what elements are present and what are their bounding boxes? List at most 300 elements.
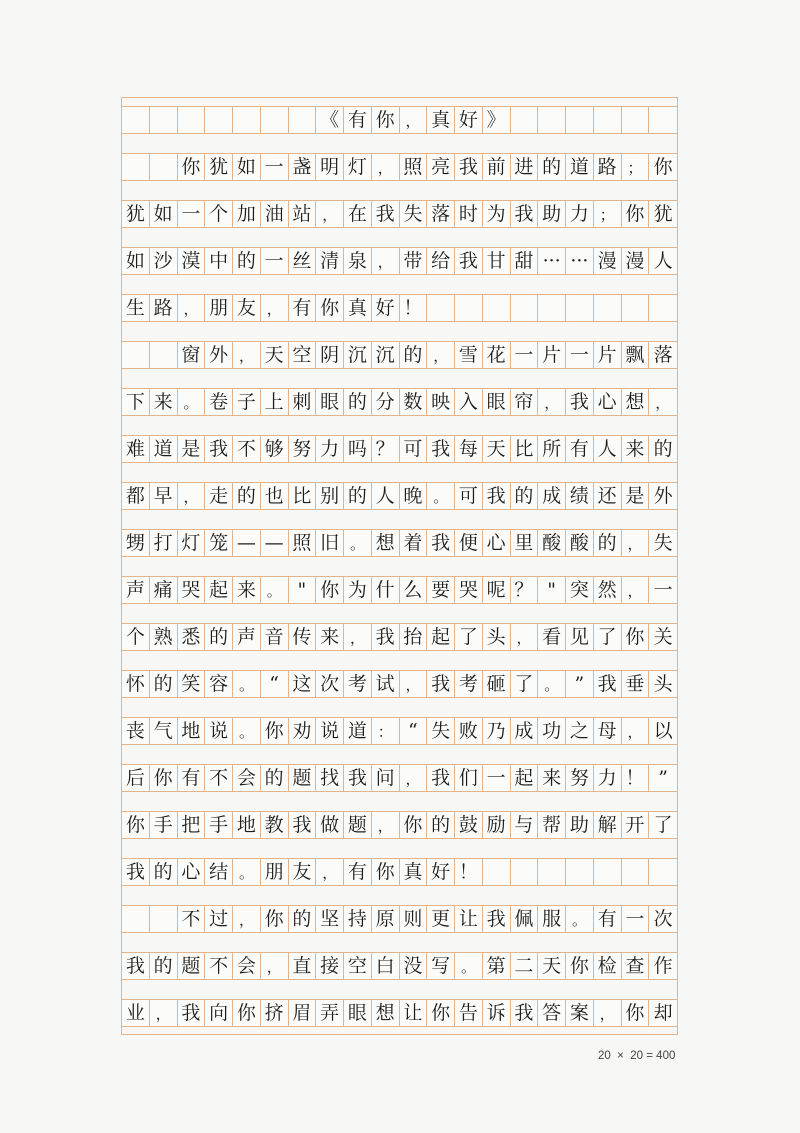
grid-cell-empty xyxy=(483,859,511,885)
grid-cell: 见 xyxy=(566,624,594,650)
grid-cell: 比 xyxy=(289,483,317,509)
grid-cell: 次 xyxy=(649,906,677,932)
grid-cell: 空 xyxy=(289,342,317,368)
grid-cell-empty xyxy=(538,859,566,885)
grid-cell: 想 xyxy=(372,1000,400,1026)
grid-cell-empty xyxy=(594,295,622,321)
grid-cell: 努 xyxy=(566,765,594,791)
text-row xyxy=(122,576,677,604)
grid-cell: 每 xyxy=(455,436,483,462)
grid-cell: 业 xyxy=(122,1000,150,1026)
grid-cell: 题 xyxy=(344,812,372,838)
grid-cell: 会 xyxy=(233,765,261,791)
grid-cell: 有 xyxy=(289,295,317,321)
grid-cell: 次 xyxy=(316,671,344,697)
grid-cell: 。 xyxy=(233,859,261,885)
grid-cell-empty xyxy=(122,107,150,133)
grid-cell: 灯 xyxy=(344,154,372,180)
text-row xyxy=(122,952,677,980)
grid-cell: 友 xyxy=(289,859,317,885)
grid-cell: 第 xyxy=(483,953,511,979)
text-row xyxy=(122,247,677,275)
grid-cell: 眼 xyxy=(483,389,511,415)
grid-cell: 旧 xyxy=(316,530,344,556)
grid-cell-empty xyxy=(622,295,650,321)
grid-cell: 开 xyxy=(622,812,650,838)
text-row xyxy=(122,200,677,228)
text-row xyxy=(122,435,677,463)
grid-cell: 了 xyxy=(511,671,539,697)
grid-cell: 你 xyxy=(372,859,400,885)
grid-cell: 分 xyxy=(372,389,400,415)
grid-cell: 接 xyxy=(316,953,344,979)
grid-cell: 雪 xyxy=(455,342,483,368)
grid-cell-empty xyxy=(511,295,539,321)
grid-cell: 所 xyxy=(538,436,566,462)
grid-cell: 答 xyxy=(538,1000,566,1026)
grid-cell: 便 xyxy=(455,530,483,556)
grid-cell: 容 xyxy=(205,671,233,697)
grid-cell: 走 xyxy=(205,483,233,509)
grid-cell: 有 xyxy=(178,765,206,791)
grid-cell: ， xyxy=(400,765,428,791)
grid-cell: 如 xyxy=(150,201,178,227)
grid-cell: 弄 xyxy=(316,1000,344,1026)
grid-cell: 油 xyxy=(261,201,289,227)
grid-cell: 失 xyxy=(427,718,455,744)
grid-cell: 甘 xyxy=(483,248,511,274)
grid-cell: 你 xyxy=(122,812,150,838)
text-row xyxy=(122,999,677,1027)
grid-cell: 盏 xyxy=(289,154,317,180)
grid-cell: 好 xyxy=(372,295,400,321)
grid-cell: 没 xyxy=(400,953,428,979)
grid-cell: 声 xyxy=(122,577,150,603)
grid-cell: 你 xyxy=(622,201,650,227)
grid-cell: 在 xyxy=(344,201,372,227)
grid-cell-empty xyxy=(566,107,594,133)
grid-cell: 真 xyxy=(344,295,372,321)
grid-cell-empty xyxy=(594,107,622,133)
grid-cell: 还 xyxy=(594,483,622,509)
grid-cell: 天 xyxy=(483,436,511,462)
grid-cell: 你 xyxy=(649,154,677,180)
grid-cell: 进 xyxy=(511,154,539,180)
grid-cell: 道 xyxy=(566,154,594,180)
grid-cell: 起 xyxy=(205,577,233,603)
grid-cell: 想 xyxy=(622,389,650,415)
grid-cell: 也 xyxy=(261,483,289,509)
grid-cell: 《 xyxy=(316,107,344,133)
grid-cell-empty xyxy=(566,295,594,321)
grid-cell: 都 xyxy=(122,483,150,509)
grid-cell: 功 xyxy=(538,718,566,744)
grid-cell: 一 xyxy=(261,248,289,274)
grid-count-label: 20 × 20 = 400 xyxy=(598,1050,676,1062)
grid-cell: 检 xyxy=(594,953,622,979)
grid-cell: 失 xyxy=(649,530,677,556)
grid-cell: 是 xyxy=(178,436,206,462)
grid-cell: 照 xyxy=(289,530,317,556)
grid-cell: 我 xyxy=(566,389,594,415)
grid-cell: 笑 xyxy=(178,671,206,697)
grid-cell: ， xyxy=(178,295,206,321)
grid-cell: 心 xyxy=(483,530,511,556)
grid-cell: 鼓 xyxy=(455,812,483,838)
grid-cell: ， xyxy=(344,624,372,650)
grid-cell: 吗 xyxy=(344,436,372,462)
grid-cell: 我 xyxy=(483,483,511,509)
grid-cell: 助 xyxy=(538,201,566,227)
grid-cell: 你 xyxy=(150,765,178,791)
grid-cell: 你 xyxy=(261,906,289,932)
grid-cell: 如 xyxy=(233,154,261,180)
grid-cell: 教 xyxy=(261,812,289,838)
grid-cell: 失 xyxy=(400,201,428,227)
grid-cell: 以 xyxy=(649,718,677,744)
grid-cell: 你 xyxy=(233,1000,261,1026)
text-row xyxy=(122,294,677,322)
grid-cell: 手 xyxy=(150,812,178,838)
grid-cell: 一 xyxy=(649,577,677,603)
grid-cell: 的 xyxy=(400,342,428,368)
grid-cell: 清 xyxy=(316,248,344,274)
grid-cell: 窗 xyxy=(178,342,206,368)
grid-cell: 犹 xyxy=(649,201,677,227)
grid-cell: " xyxy=(538,577,566,603)
grid-cell: 卷 xyxy=(205,389,233,415)
grid-cell: 的 xyxy=(233,483,261,509)
grid-cell: 不 xyxy=(205,765,233,791)
grid-cell: 哭 xyxy=(178,577,206,603)
grid-cell: 我 xyxy=(122,953,150,979)
grid-cell: 母 xyxy=(594,718,622,744)
grid-cell: 帘 xyxy=(511,389,539,415)
grid-cell: 哭 xyxy=(455,577,483,603)
grid-cell-empty xyxy=(622,859,650,885)
grid-cell-empty xyxy=(538,295,566,321)
text-row xyxy=(122,623,677,651)
grid-cell: ， xyxy=(261,953,289,979)
grid-cell: 的 xyxy=(205,624,233,650)
grid-cell: 考 xyxy=(455,671,483,697)
grid-cell: 路 xyxy=(594,154,622,180)
grid-cell: 乃 xyxy=(483,718,511,744)
grid-cell: 如 xyxy=(122,248,150,274)
grid-cell: 数 xyxy=(400,389,428,415)
grid-cell: 眼 xyxy=(316,389,344,415)
grid-cell: 沉 xyxy=(372,342,400,368)
grid-cell: 天 xyxy=(261,342,289,368)
grid-cell: ， xyxy=(372,812,400,838)
grid-cell: 真 xyxy=(400,859,428,885)
grid-cell: 力 xyxy=(566,201,594,227)
grid-cell: 不 xyxy=(178,906,206,932)
grid-cell-empty xyxy=(649,107,677,133)
grid-cell: 漫 xyxy=(622,248,650,274)
grid-cell: 成 xyxy=(538,483,566,509)
grid-cell: 的 xyxy=(649,436,677,462)
grid-cell: ： xyxy=(372,718,400,744)
grid-cell: 挤 xyxy=(261,1000,289,1026)
grid-cell: 后 xyxy=(122,765,150,791)
grid-cell: 然 xyxy=(594,577,622,603)
grid-cell: 我 xyxy=(427,436,455,462)
grid-cell: 你 xyxy=(178,154,206,180)
grid-cell: 关 xyxy=(649,624,677,650)
text-row xyxy=(122,153,677,181)
grid-cell: 抬 xyxy=(400,624,428,650)
grid-cell: 考 xyxy=(344,671,372,697)
text-row xyxy=(122,858,677,886)
grid-cell: 是 xyxy=(622,483,650,509)
grid-cell: 甥 xyxy=(122,530,150,556)
grid-cell-empty xyxy=(289,107,317,133)
grid-cell: ， xyxy=(511,624,539,650)
grid-cell: 呢 xyxy=(483,577,511,603)
grid-cell: 人 xyxy=(594,436,622,462)
grid-cell: 助 xyxy=(566,812,594,838)
grid-cell: ， xyxy=(316,201,344,227)
grid-cell: 看 xyxy=(538,624,566,650)
grid-cell: 要 xyxy=(427,577,455,603)
grid-cell: 想 xyxy=(372,530,400,556)
grid-cell: 音 xyxy=(261,624,289,650)
grid-cell: 路 xyxy=(150,295,178,321)
grid-cell: 漫 xyxy=(594,248,622,274)
grid-cell-empty xyxy=(150,107,178,133)
grid-cell: 花 xyxy=(483,342,511,368)
grid-cell: 的 xyxy=(538,154,566,180)
grid-cell: 我 xyxy=(122,859,150,885)
grid-cell: 。 xyxy=(261,577,289,603)
grid-cell: 我 xyxy=(455,248,483,274)
grid-cell-empty xyxy=(178,107,206,133)
grid-cell: 我 xyxy=(427,530,455,556)
grid-cell-empty xyxy=(594,859,622,885)
grid-cell: 中 xyxy=(205,248,233,274)
grid-cell: 犹 xyxy=(122,201,150,227)
grid-cell: 帮 xyxy=(538,812,566,838)
grid-cell: ， xyxy=(233,342,261,368)
grid-cell: 天 xyxy=(538,953,566,979)
grid-cell: 做 xyxy=(316,812,344,838)
grid-cell: 的 xyxy=(289,906,317,932)
grid-cell: ··· xyxy=(566,248,594,274)
grid-cell-empty xyxy=(150,154,178,180)
grid-cell: ； xyxy=(594,201,622,227)
title-row xyxy=(122,106,677,134)
grid-cell: ··· xyxy=(538,248,566,274)
grid-cell: 的 xyxy=(150,953,178,979)
grid-cell: 晚 xyxy=(400,483,428,509)
grid-cell: 上 xyxy=(261,389,289,415)
grid-cell-empty xyxy=(427,295,455,321)
grid-cell: 过 xyxy=(205,906,233,932)
grid-cell: 站 xyxy=(289,201,317,227)
grid-cell: 泉 xyxy=(344,248,372,274)
grid-cell: 持 xyxy=(344,906,372,932)
grid-cell: 前 xyxy=(483,154,511,180)
grid-cell: 气 xyxy=(150,718,178,744)
grid-cell: 带 xyxy=(400,248,428,274)
grid-cell: 头 xyxy=(649,671,677,697)
grid-cell: 有 xyxy=(594,906,622,932)
grid-cell-empty xyxy=(122,906,150,932)
grid-cell: 道 xyxy=(344,718,372,744)
grid-cell: 的 xyxy=(261,765,289,791)
grid-cell-empty xyxy=(455,295,483,321)
grid-cell: 生 xyxy=(122,295,150,321)
grid-cell: 落 xyxy=(649,342,677,368)
grid-cell: 一 xyxy=(261,154,289,180)
grid-cell: 了 xyxy=(649,812,677,838)
grid-cell: 酸 xyxy=(538,530,566,556)
grid-cell: 更 xyxy=(427,906,455,932)
grid-cell: 头 xyxy=(483,624,511,650)
grid-cell: 给 xyxy=(427,248,455,274)
grid-cell-empty xyxy=(622,107,650,133)
grid-cell: 笼 xyxy=(205,530,233,556)
grid-cell: 找 xyxy=(316,765,344,791)
grid-cell: 着 xyxy=(400,530,428,556)
grid-cell: — xyxy=(261,530,289,556)
grid-cell: ？ xyxy=(372,436,400,462)
grid-cell: 你 xyxy=(400,812,428,838)
grid-cell: 诉 xyxy=(483,1000,511,1026)
grid-cell: 空 xyxy=(344,953,372,979)
grid-cell: 直 xyxy=(289,953,317,979)
grid-cell: 让 xyxy=(400,1000,428,1026)
grid-cell: ？ xyxy=(511,577,539,603)
grid-cell: ” xyxy=(649,765,677,791)
grid-cell: 。 xyxy=(233,718,261,744)
grid-cell: 可 xyxy=(455,483,483,509)
grid-cell: 作 xyxy=(649,953,677,979)
grid-cell: 为 xyxy=(483,201,511,227)
grid-cell: 励 xyxy=(483,812,511,838)
grid-cell: 我 xyxy=(511,1000,539,1026)
grid-cell: ！ xyxy=(455,859,483,885)
grid-cell: 么 xyxy=(400,577,428,603)
grid-cell: 真 xyxy=(427,107,455,133)
grid-cell: 说 xyxy=(316,718,344,744)
grid-cell: 沉 xyxy=(344,342,372,368)
text-row xyxy=(122,764,677,792)
grid-cell: 我 xyxy=(455,154,483,180)
grid-cell: ， xyxy=(622,577,650,603)
grid-cell: 外 xyxy=(649,483,677,509)
grid-cell: 结 xyxy=(205,859,233,885)
grid-cell: 好 xyxy=(427,859,455,885)
grid-cell: 力 xyxy=(316,436,344,462)
grid-cell: 会 xyxy=(233,953,261,979)
text-row xyxy=(122,529,677,557)
grid-cell: 可 xyxy=(400,436,428,462)
grid-cell: 力 xyxy=(594,765,622,791)
grid-cell: 人 xyxy=(372,483,400,509)
grid-cell-empty xyxy=(233,107,261,133)
text-row xyxy=(122,482,677,510)
grid-cell: ！ xyxy=(622,765,650,791)
grid-cell: 映 xyxy=(427,389,455,415)
grid-cell: ！ xyxy=(400,295,428,321)
grid-cell: 起 xyxy=(427,624,455,650)
grid-cell: ， xyxy=(622,530,650,556)
grid-cell: 努 xyxy=(289,436,317,462)
grid-cell: 丧 xyxy=(122,718,150,744)
grid-cell: 地 xyxy=(178,718,206,744)
grid-cell: 的 xyxy=(150,859,178,885)
grid-cell: 照 xyxy=(400,154,428,180)
grid-cell: 。 xyxy=(233,671,261,697)
grid-cell: 原 xyxy=(372,906,400,932)
grid-cell: 败 xyxy=(455,718,483,744)
grid-cell: 解 xyxy=(594,812,622,838)
grid-cell: 亮 xyxy=(427,154,455,180)
grid-cell-empty xyxy=(122,342,150,368)
grid-cell: 劝 xyxy=(289,718,317,744)
grid-cell: 》 xyxy=(483,107,511,133)
grid-cell: 与 xyxy=(511,812,539,838)
grid-cell: 的 xyxy=(594,530,622,556)
grid-cell: 为 xyxy=(344,577,372,603)
grid-cell: 心 xyxy=(178,859,206,885)
grid-cell: 早 xyxy=(150,483,178,509)
text-row xyxy=(122,388,677,416)
grid-cell: 有 xyxy=(566,436,594,462)
grid-cell: 你 xyxy=(622,624,650,650)
grid-cell: 案 xyxy=(566,1000,594,1026)
grid-cell: 。 xyxy=(538,671,566,697)
grid-cell: 成 xyxy=(511,718,539,744)
grid-cell: 不 xyxy=(233,436,261,462)
grid-cell: 人 xyxy=(649,248,677,274)
grid-cell: 你 xyxy=(372,107,400,133)
grid-cell: 我 xyxy=(511,201,539,227)
grid-cell: 有 xyxy=(344,107,372,133)
grid-cell: ， xyxy=(649,389,677,415)
grid-cell: 飘 xyxy=(622,342,650,368)
grid-cell: 阴 xyxy=(316,342,344,368)
text-row xyxy=(122,905,677,933)
grid-cell: 外 xyxy=(205,342,233,368)
grid-cell: 道 xyxy=(150,436,178,462)
grid-cell-empty xyxy=(483,295,511,321)
grid-cell: 我 xyxy=(427,671,455,697)
grid-cell: 却 xyxy=(649,1000,677,1026)
grid-cell-empty xyxy=(511,859,539,885)
grid-cell: 来 xyxy=(150,389,178,415)
grid-cell: 来 xyxy=(538,765,566,791)
grid-cell: 我 xyxy=(372,624,400,650)
grid-cell: 题 xyxy=(289,765,317,791)
grid-cell: 让 xyxy=(455,906,483,932)
grid-cell: ， xyxy=(622,718,650,744)
grid-cell: 你 xyxy=(316,295,344,321)
grid-cell: ， xyxy=(178,483,206,509)
grid-cell: 加 xyxy=(233,201,261,227)
grid-cell: 眉 xyxy=(289,1000,317,1026)
grid-cell: 查 xyxy=(622,953,650,979)
grid-cell: 好 xyxy=(455,107,483,133)
grid-cell: 白 xyxy=(372,953,400,979)
grid-cell: 的 xyxy=(233,248,261,274)
grid-cell-empty xyxy=(205,107,233,133)
grid-cell: ， xyxy=(372,248,400,274)
grid-cell: 时 xyxy=(455,201,483,227)
grid-cell: 个 xyxy=(122,624,150,650)
